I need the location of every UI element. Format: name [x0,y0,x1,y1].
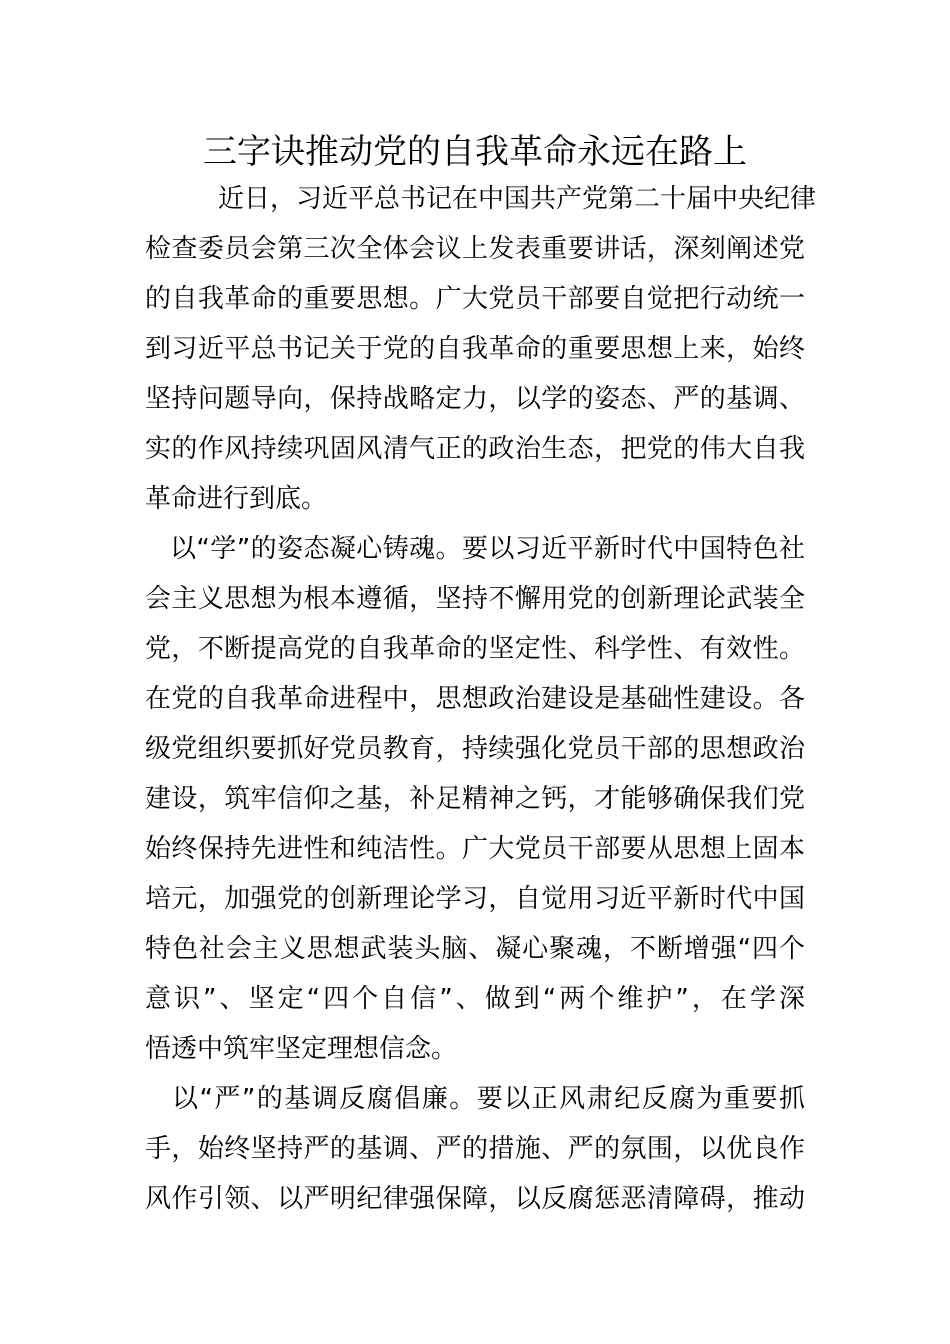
paragraph-2-line-6: 建设，筑牢信仰之基，补足精神之钙，才能够确保我们党 [145,784,805,814]
paragraph-2-line-2: 会主义思想为根本遵循，坚持不懈用党的创新理论武装全 [145,584,805,614]
paragraph-2-line-5: 级党组织要抓好党员教育，持续强化党员干部的思想政治 [145,734,805,764]
paragraph-3-line-3: 风作引领、以严明纪律强保障，以反腐惩恶清障碍，推动 [145,1184,805,1214]
paragraph-1-line-1: 近日，习近平总书记在中国共产党第二十届中央纪律 [218,184,817,214]
paragraph-2-line-11: 悟透中筑牢坚定理想信念。 [145,1034,458,1064]
paragraph-2-line-10: 意识”、坚定“四个自信”、做到“两个维护”，在学深 [145,984,805,1014]
paragraph-2-line-4: 在党的自我革命进程中，思想政治建设是基础性建设。各 [145,684,805,714]
paragraph-2-line-8: 培元，加强党的创新理论学习，自觉用习近平新时代中国 [145,884,805,914]
paragraph-1-line-5: 坚持问题导向，保持战略定力，以学的姿态、严的基调、 [145,384,805,414]
paragraph-1-line-7: 革命进行到底。 [145,484,328,514]
paragraph-1-line-4: 到习近平总书记关于党的自我革命的重要思想上来，始终 [145,334,805,364]
paragraph-2-line-3: 党，不断提高党的自我革命的坚定性、科学性、有效性。 [145,634,805,664]
paragraph-1-line-6: 实的作风持续巩固风清气正的政治生态，把党的伟大自我 [145,434,805,464]
document-title: 三字诀推动党的自我革命永远在路上 [203,132,747,172]
paragraph-1-line-2: 检查委员会第三次全体会议上发表重要讲话，深刻阐述党 [145,234,805,264]
paragraph-2-line-1: 以“学”的姿态凝心铸魂。要以习近平新时代中国特色社 [170,534,805,564]
paragraph-2-line-9: 特色社会主义思想武装头脑、凝心聚魂，不断增强“四个 [145,934,805,964]
paragraph-3-line-2: 手，始终坚持严的基调、严的措施、严的氛围，以优良作 [145,1134,805,1164]
paragraph-1-line-3: 的自我革命的重要思想。广大党员干部要自觉把行动统一 [145,284,805,314]
paragraph-3-line-1: 以“严”的基调反腐倡廉。要以正风肃纪反腐为重要抓 [172,1084,805,1114]
paragraph-2-line-7: 始终保持先进性和纯洁性。广大党员干部要从思想上固本 [145,834,805,864]
